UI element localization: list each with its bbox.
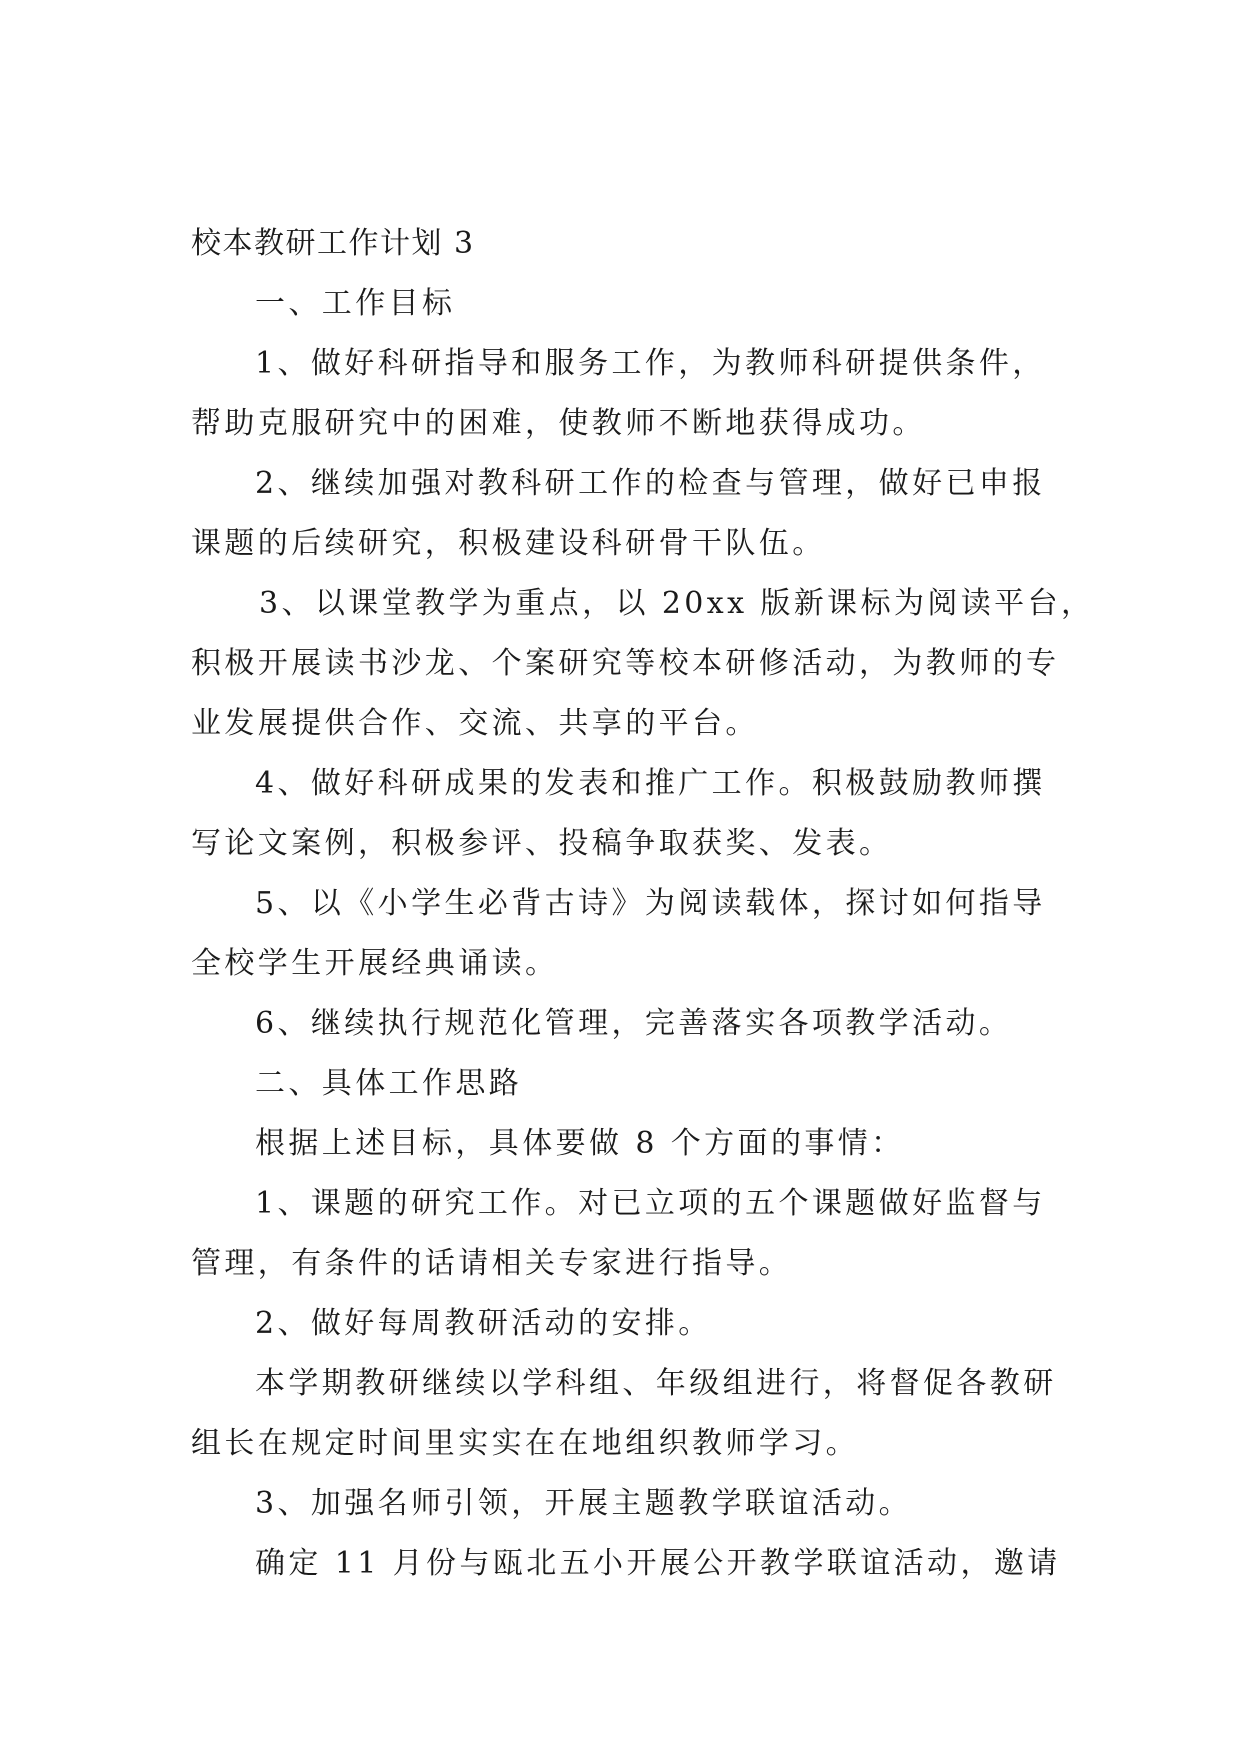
paragraph-line: 3、加强名师引领，开展主题教学联谊活动。 bbox=[255, 1486, 913, 1521]
section-heading: 二、具体工作思路 bbox=[255, 1066, 523, 1101]
paragraph-line: 全校学生开展经典诵读。 bbox=[191, 946, 559, 981]
document-page bbox=[191, 214, 1095, 1594]
paragraph-line: 本学期教研继续以学科组、年级组进行，将督促各教研 bbox=[255, 1366, 1057, 1401]
paragraph-line: 业发展提供合作、交流、共享的平台。 bbox=[191, 706, 759, 741]
paragraph-line: 1、做好科研指导和服务工作，为教师科研提供条件， bbox=[255, 346, 1046, 381]
paragraph-line: 管理，有条件的话请相关专家进行指导。 bbox=[191, 1246, 793, 1281]
paragraph-line: 帮助克服研究中的困难，使教师不断地获得成功。 bbox=[191, 406, 926, 441]
paragraph-line: 6、继续执行规范化管理，完善落实各项教学活动。 bbox=[255, 1006, 1013, 1041]
paragraph-line: 积极开展读书沙龙、个案研究等校本研修活动，为教师的专 bbox=[191, 646, 1060, 681]
document-title: 校本教研工作计划 3 bbox=[191, 226, 475, 261]
paragraph-line: 课题的后续研究，积极建设科研骨干队伍。 bbox=[191, 526, 826, 561]
paragraph-line: 2、继续加强对教科研工作的检查与管理，做好已申报 bbox=[255, 466, 1046, 501]
paragraph-line: 根据上述目标，具体要做 8 个方面的事情： bbox=[255, 1126, 905, 1161]
paragraph-line: 4、做好科研成果的发表和推广工作。积极鼓励教师撰 bbox=[255, 766, 1046, 801]
section-heading: 一、工作目标 bbox=[255, 286, 456, 321]
paragraph-line: 2、做好每周教研活动的安排。 bbox=[255, 1306, 712, 1341]
paragraph-line: 5、以《小学生必背古诗》为阅读载体，探讨如何指导 bbox=[255, 886, 1046, 921]
paragraph-line: 确定 11 月份与瓯北五小开展公开教学联谊活动，邀请 bbox=[255, 1546, 1061, 1581]
paragraph-line: 3、以课堂教学为重点，以 20xx 版新课标为阅读平台， bbox=[259, 586, 1095, 621]
paragraph-line: 写论文案例，积极参评、投稿争取获奖、发表。 bbox=[191, 826, 893, 861]
paragraph-line: 1、课题的研究工作。对已立项的五个课题做好监督与 bbox=[255, 1186, 1046, 1221]
paragraph-line: 组长在规定时间里实实在在地组织教师学习。 bbox=[191, 1426, 859, 1461]
